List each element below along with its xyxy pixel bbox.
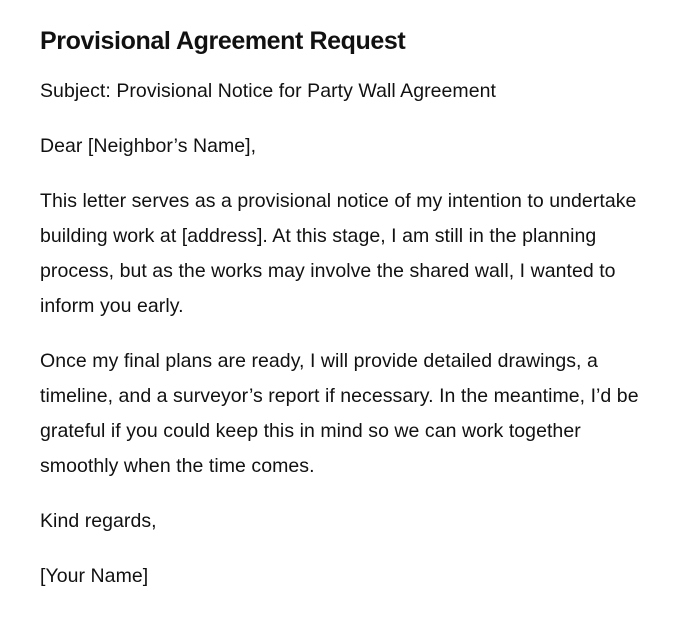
body-paragraph-2: Once my final plans are ready, I will provide detailed drawings, a timeline, and a surveyor’s report if necessary. In the meantime, I’d be grateful if you could keep this in mind so we can work together smoothly when the time comes. [40,350,639,477]
document-title: Provisional Agreement Request [40,27,406,55]
subject-line: Subject: Provisional Notice for Party Wall Agreement [40,80,496,102]
signature-placeholder: [Your Name] [40,565,149,587]
body-paragraph-1: This letter serves as a provisional notice of my intention to undertake building work at [address]. At this stage, I am still in the planning process, but as the works may involve the shared wall, I wanted to inform you early. [40,190,637,317]
salutation: Dear [Neighbor’s Name], [40,135,257,157]
closing: Kind regards, [40,510,157,532]
